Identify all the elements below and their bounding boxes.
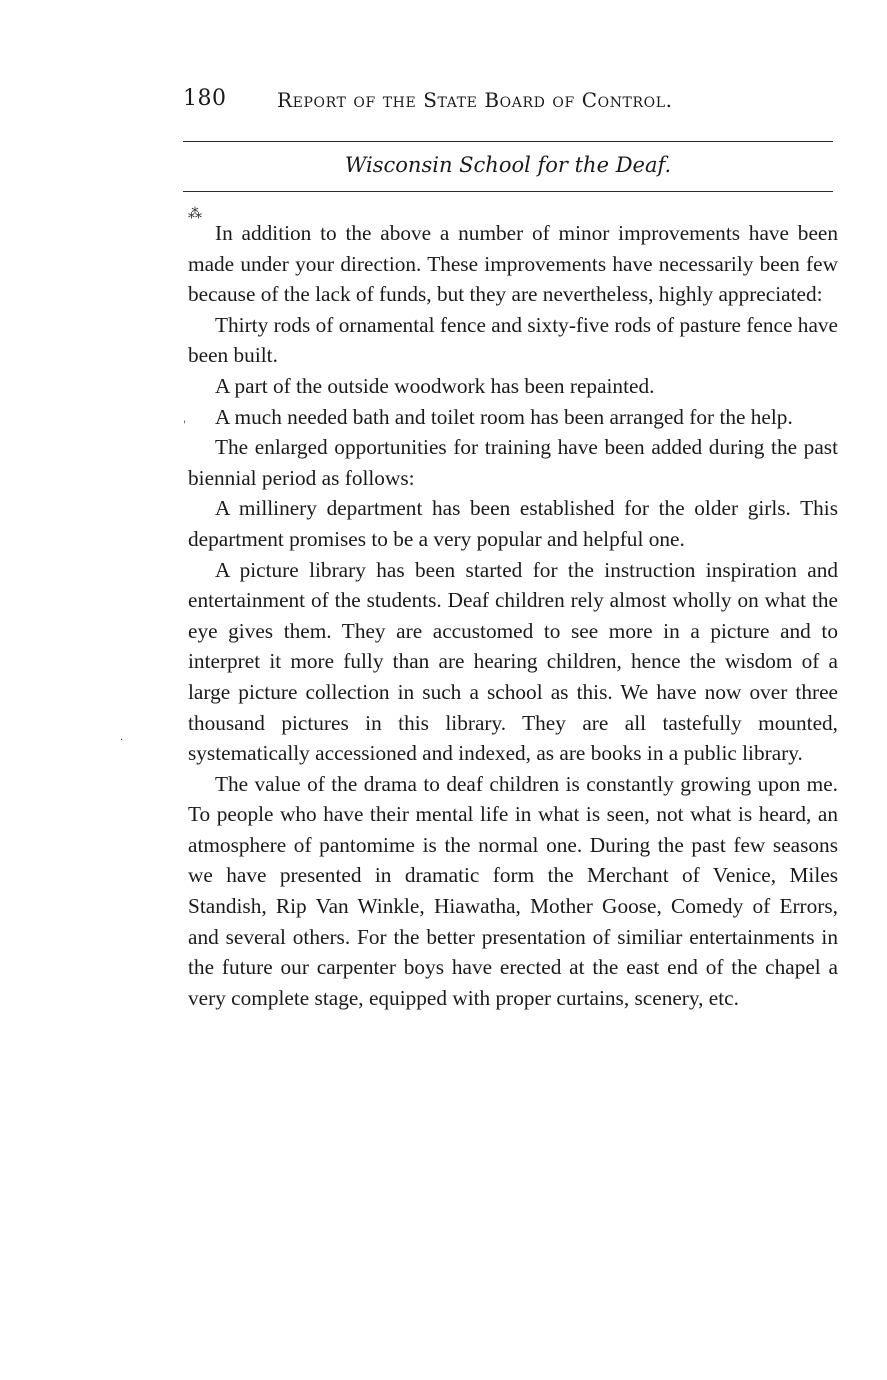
paragraph: The value of the drama to deaf children is constantly growing upon me. To people who have their mental life in what is seen, not what is heard, an atmosphere of pantomime is the normal one. During the past few seasons we have presented in dramatic form the Merchant of Venice, Miles Standish, Rip Van Winkle, Hiawatha, Mother Goose, Comedy of Errors, and several others. For the better presentation of similiar entertainments in the future our carpenter boys have erected at the east end of the chapel a very complete stage, equipped with proper curtains, scenery, etc.: [188, 771, 838, 1010]
paragraph: The enlarged opportunities for training have been added during the past biennial period as follows:: [188, 435, 838, 490]
top-rule: [183, 141, 833, 142]
page-number: 180: [183, 86, 227, 111]
margin-mark-icon: ⁂: [188, 206, 202, 222]
bottom-rule: [183, 191, 833, 192]
paragraph: A much needed bath and toilet room has been arranged for the help.: [215, 404, 793, 429]
body-text: [188, 218, 838, 1013]
paragraph: Thirty rods of ornamental fence and sixty-five rods of pasture fence have been built.: [188, 312, 838, 368]
running-head: Report of the State Board of Control.: [277, 88, 673, 112]
print-speck: ': [183, 420, 186, 431]
paragraph: A part of the outside woodwork has been repainted.: [215, 373, 655, 398]
paragraph: A picture library has been started for the instruction inspiration and entertainment of the students. Deaf children rely almost wholly on what the eye gives them. They are accustomed to see more in a picture and to interpret it more fully than are hearing children, hence the wisdom of a large picture collection in such a school as this. We have now over three thousand pictures in this library. They are all tastefully mounted, systematically accessioned and indexed, as are books in a public library.: [188, 557, 838, 766]
paragraph: In addition to the above a number of minor improvements have been made under your direction. These improvements have necessarily been few because of the lack of funds, but they are nevertheless, highly appreciated:: [188, 221, 838, 307]
print-speck: ·: [120, 735, 124, 746]
paragraph: A millinery department has been established for the older girls. This department promises to be a very popular and helpful one.: [188, 496, 838, 551]
section-title: Wisconsin School for the Deaf.: [344, 153, 672, 177]
